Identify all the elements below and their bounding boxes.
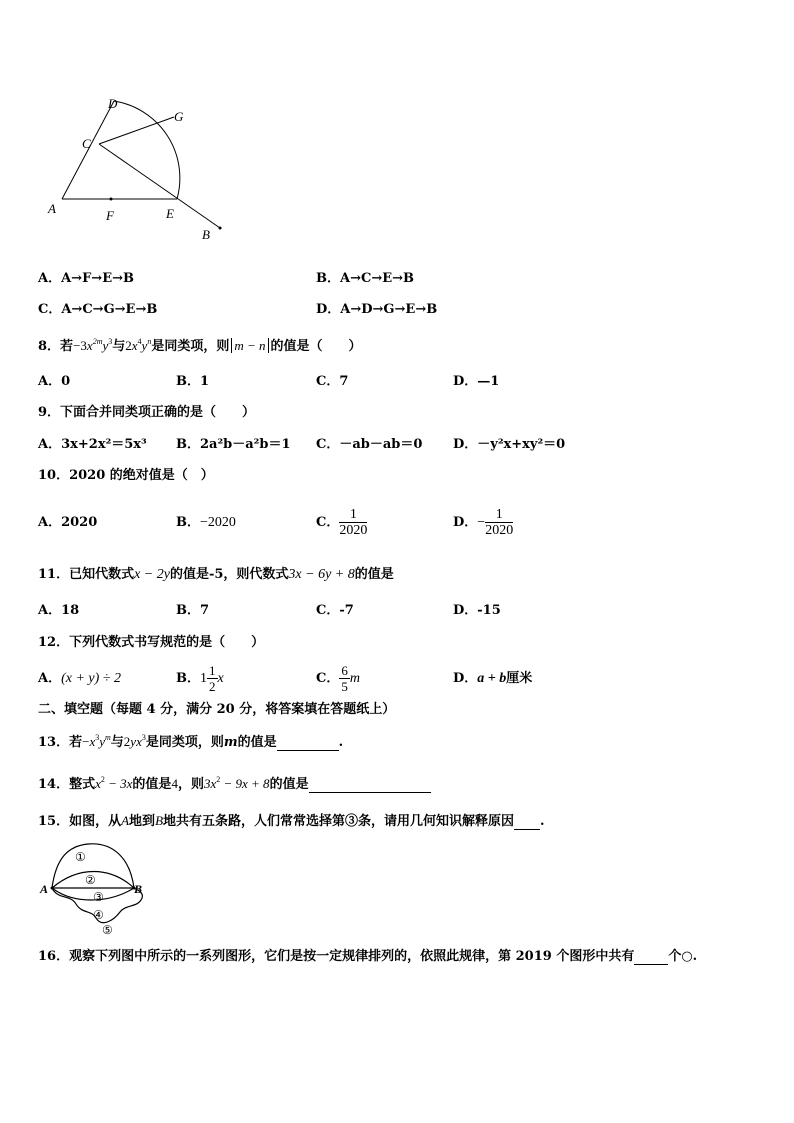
q9-option-b[interactable]: B．2a²b－a²b＝1 bbox=[176, 437, 291, 452]
road-label-1: ① bbox=[75, 850, 86, 864]
roads-figure bbox=[38, 838, 158, 938]
label-D: D bbox=[108, 96, 118, 111]
question-8: 8．若$-3x^{2m}y^3$与$2x^4y^n$是同类项，则 m − n 的值是（ ） bbox=[38, 337, 362, 354]
q9-option-a[interactable]: A．3x+2x²＝5x³ bbox=[38, 437, 147, 452]
q7-option-b[interactable]: B．A→C→E→B bbox=[316, 271, 414, 286]
section-2-heading: 二、填空题（每题 4 分，满分 20 分，将答案填在答题纸上） bbox=[38, 702, 396, 717]
question-10: 10．2020 的绝对值是（ ） bbox=[38, 468, 214, 483]
question-9: 9．下面合并同类项正确的是（ ） bbox=[38, 405, 256, 420]
road-label-5: ⑤ bbox=[102, 923, 113, 937]
q7-option-a[interactable]: A．A→F→E→B bbox=[38, 271, 134, 286]
label-A: A bbox=[48, 201, 56, 216]
q12-option-b[interactable]: B．1 $\frac{1}{2}$ x bbox=[176, 663, 224, 694]
q16-answer-blank[interactable] bbox=[634, 948, 668, 965]
q12-option-d[interactable]: D．a + b厘米 bbox=[453, 671, 533, 686]
q14-answer-blank[interactable] bbox=[309, 776, 431, 793]
label-G: G bbox=[174, 109, 184, 124]
label-B: B bbox=[202, 227, 210, 242]
fig-label-A: A bbox=[40, 882, 49, 896]
q8-option-a[interactable]: A．0 bbox=[38, 374, 71, 389]
q10-option-a[interactable]: A．2020 bbox=[38, 515, 98, 530]
q9-option-d[interactable]: D．－y²x+xy²＝0 bbox=[453, 437, 566, 452]
q9-option-c[interactable]: C．－ab－ab＝0 bbox=[316, 437, 423, 452]
q11-option-a[interactable]: A．18 bbox=[38, 603, 80, 618]
question-11: 11．已知代数式x − 2y的值是-5，则代数式3x − 6y + 8的值是 bbox=[38, 567, 394, 582]
question-14: 14．整式$x^2 - 3x$的值是4，则$3x^2 - 9x + 8$的值是 bbox=[38, 776, 431, 793]
q8-option-c[interactable]: C．7 bbox=[316, 374, 349, 389]
question-13: 13．若$-x^3y^m$与$2yx^3$是同类项，则m的值是 . bbox=[38, 733, 344, 750]
road-label-3: ③ bbox=[93, 890, 104, 904]
q8-option-b[interactable]: B．1 bbox=[176, 374, 210, 389]
question-12: 12．下列代数式书写规范的是（ ） bbox=[38, 635, 265, 650]
road-label-4: ④ bbox=[93, 908, 104, 922]
question-15: 15．如图，从A地到B地共有五条路，人们常常选择第③条，请用几何知识解释原因 . bbox=[38, 813, 545, 829]
label-C: C bbox=[82, 136, 91, 151]
q10-option-c[interactable]: C． $\frac{1}{2020}$ bbox=[316, 507, 368, 538]
label-F: F bbox=[106, 208, 114, 223]
q11-option-d[interactable]: D．-15 bbox=[453, 603, 501, 618]
q11-option-b[interactable]: B．7 bbox=[176, 603, 210, 618]
q13-answer-blank[interactable] bbox=[277, 734, 339, 751]
q8-option-d[interactable]: D．—1 bbox=[453, 374, 500, 389]
fig-label-B: B bbox=[134, 882, 143, 896]
q10-option-b[interactable]: B．−2020 bbox=[176, 515, 236, 530]
label-E: E bbox=[166, 206, 174, 221]
q12-option-c[interactable]: C． $\frac{6}{5}$ m bbox=[316, 663, 360, 694]
question-16: 16．观察下列图中所示的一系列图形，它们是按一定规律排列的，依照此规律，第 2019 个图形中共有 个○. bbox=[38, 949, 698, 964]
q10-option-d[interactable]: D．− $\frac{1}{2020}$ bbox=[453, 507, 514, 538]
q15-answer-blank[interactable] bbox=[514, 813, 540, 830]
q7-option-d[interactable]: D．A→D→G→E→B bbox=[316, 302, 438, 317]
q7-option-c[interactable]: C．A→C→G→E→B bbox=[38, 302, 158, 317]
q11-option-c[interactable]: C．-7 bbox=[316, 603, 354, 618]
geometry-figure bbox=[40, 92, 240, 252]
road-label-2: ② bbox=[85, 873, 96, 887]
q12-option-a[interactable]: A．(x + y) ÷ 2 bbox=[38, 671, 121, 686]
